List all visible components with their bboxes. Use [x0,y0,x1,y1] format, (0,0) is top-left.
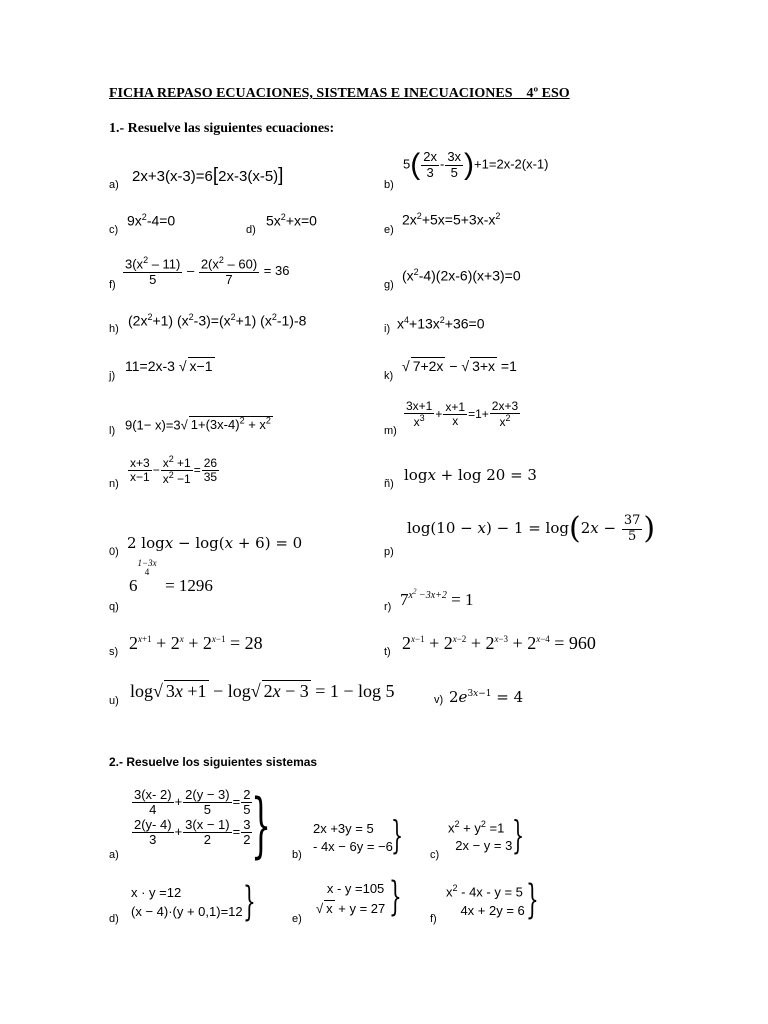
equation-k: √ 7+2x − √ 3+x =1 [402,358,517,374]
label-o: 0) [109,546,119,558]
equation-g: $(x^2-4)(2x-6)(x+3)=0$ [402,267,521,284]
equation-m: $\frac{3x+1}{x^3}$ + $\frac{x+1}{x}$ =1+ $\frac{2x+3}{x^2}$ [406,399,519,430]
equation-s: $2^{x+1} + 2^x + 2^{x-1} = 28$ [129,633,263,653]
equation-d: $5x^2+x=0$ [266,212,317,229]
section-systems-heading: 2.- Resuelve los siguientes sistemas [109,755,318,769]
sys-label-f: f) [430,913,437,925]
brace-c: } [512,813,525,857]
label-j: j) [109,370,116,382]
label-r: r) [384,601,392,613]
brace-b: } [391,813,404,857]
label-g: g) [384,279,394,291]
label-q: q) [109,601,119,613]
label-v: v) [434,694,444,706]
sys-label-c: c) [430,849,440,861]
label-t: t) [384,646,391,658]
label-p: p) [384,546,394,558]
system-f: $x^2 - 4x - y = 5$ 4x + 2y = 6 [446,883,525,919]
system-d: x · y =12 (x − 4)·(y + 0,1)=12 [131,885,243,919]
equation-q: 61−3x 4 = 1296 [129,558,213,595]
equation-c: $9x^2-4=0$ [127,212,176,229]
equation-f: $\frac{3(x^2 - 11)}{5}$ – $\frac{2(x^2 - 60)}{7}$ = 36 [125,255,290,287]
system-b: 2x +3y = 5 - 4x − 6y = −6 [313,821,393,854]
label-s: s) [109,646,119,658]
page-title: FICHA REPASO ECUACIONES, SISTEMAS E INECUACIONES 4º ESO [109,86,570,101]
label-i: i) [384,323,391,335]
equation-i: $x^4+13x^2+36=0$ [397,315,485,332]
equation-e: $2x^2+5x=5+3x-x^2$ [402,211,501,228]
brace-e: } [389,874,402,920]
equation-h: $(2x^2+1)$ $(x^2-3)=(x^2+1)$ $(x^2-1)-8$ [128,312,307,329]
system-c: $x^2 + y^2 =1$ 2x − y = 3 [448,819,513,853]
sys-label-b: b) [292,849,302,861]
label-c: c) [109,224,119,236]
sys-label-d: d) [109,913,119,925]
equation-n: $\frac{x+3}{x-1}$ − $\frac{x^2 +1}{x^2 -1}$ = $\frac{26}{35}$ [130,454,218,487]
equation-l: 9(1− x)=3√ $1+(3x-4)^2 + x^2$ [125,416,271,433]
equation-o: 2 logx − log(x + 6) = 0 [127,534,303,552]
label-f: f) [109,279,116,291]
label-a: a) [109,179,119,191]
equation-b: 5( $\frac{2x}{3}$ - $\frac{3x}{5}$ )+1=2x-2(x-1) [403,148,549,181]
equation-a: 2x+3(x-3)=6[2x-3(x-5)] [132,165,284,186]
label-h: h) [109,323,119,335]
equation-ny: logx + log 20 = 3 [404,466,537,484]
label-ny: ñ) [384,478,394,490]
system-a: $\frac{3(x- 2)}{4}$ + $\frac{2(y - 3)}{5}$ = $\frac{2}{5}$ $\frac{2(y- 4)}{3}$ + $\frac{3(x - 1)}{2}$ = $\frac{3}{2}$ [134,787,251,847]
brace-a: } [251,784,272,866]
brace-f: } [526,877,539,923]
label-l: l) [109,425,116,437]
label-d: d) [246,224,256,236]
system-e: x - y =105 √ x + y = 27 [316,881,386,916]
sys-label-a: a) [109,849,119,861]
brace-d: } [243,879,256,925]
sys-label-e: e) [292,913,302,925]
equation-j: 11=2x-3 √ x−1 [125,358,213,374]
label-u: u) [109,695,119,707]
equation-v: $2e^{3x-1} = 4$ [449,688,524,706]
label-e: e) [384,224,394,236]
label-m: m) [384,425,397,437]
label-k: k) [384,370,394,382]
equation-u: log√ 3x +1 − log√ 2x − 3 = 1 − log 5 [130,681,395,701]
section-equations-heading: 1.- Resuelve las siguientes ecuaciones: [109,121,335,136]
label-n: n) [109,478,119,490]
equation-p: log(10 − x) − 1 = log(2x − $\frac{37}{5}$ ) [407,511,656,546]
equation-r: $7^{x^2 -3x+2} = 1$ [400,588,474,609]
equation-t: $2^{x-1} + 2^{x-2} + 2^{x-3} + 2^{x-4} = 960$ [402,633,596,653]
label-b: b) [384,179,394,191]
